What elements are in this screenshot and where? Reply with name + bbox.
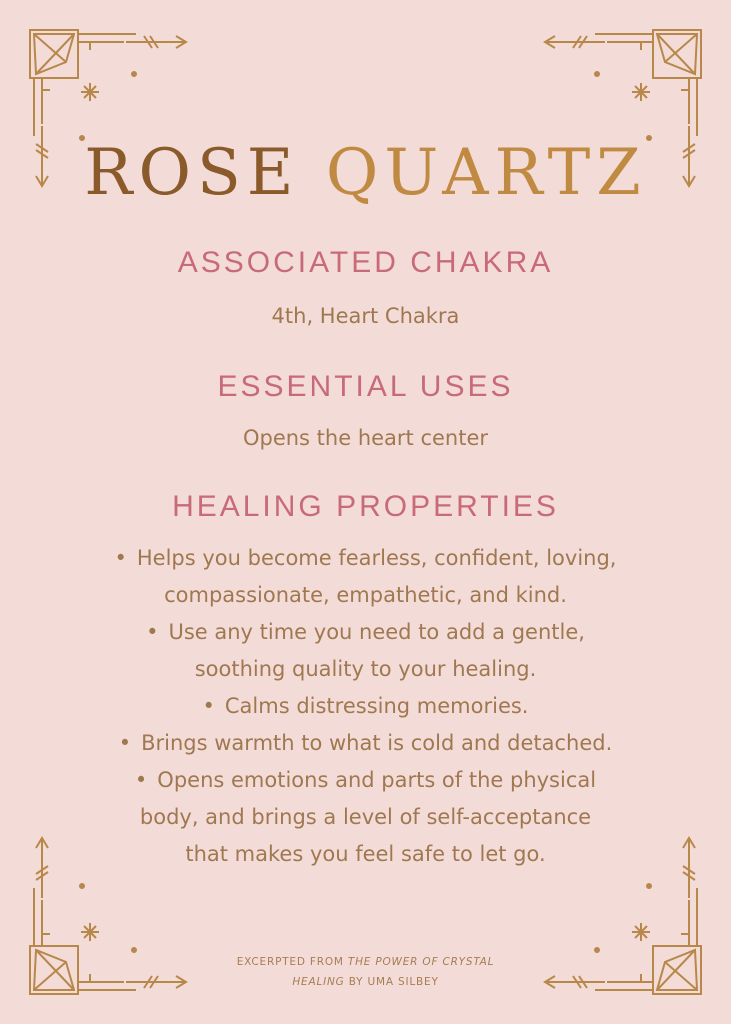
healing-properties-list xyxy=(60,540,671,873)
list-item xyxy=(60,725,671,762)
source-citation xyxy=(0,952,731,992)
list-item-text: body, and brings a level of self-acceptance xyxy=(139,805,592,829)
bullet-icon: • xyxy=(146,620,159,644)
list-item-text: Brings warmth to what is cold and detached. xyxy=(141,731,613,755)
title-word-2: QUARTZ xyxy=(325,136,647,210)
page-title xyxy=(0,128,731,218)
list-item xyxy=(60,540,671,577)
title-word-1: ROSE xyxy=(84,136,300,210)
citation-book-title-1: THE POWER OF CRYSTAL xyxy=(347,956,495,968)
list-item-text: Helps you become fearless, confident, loving, xyxy=(136,546,617,570)
text-associated-chakra: 4th, Heart Chakra xyxy=(271,304,460,328)
list-item-text: soothing quality to your healing. xyxy=(194,657,537,681)
list-item xyxy=(60,762,671,799)
list-item xyxy=(60,577,671,614)
bullet-icon: • xyxy=(118,731,132,755)
list-item-text: Calms distressing memories. xyxy=(224,694,529,718)
list-item-text: Opens emotions and parts of the physical xyxy=(157,768,597,792)
list-item xyxy=(60,688,671,725)
bullet-icon: • xyxy=(114,546,127,570)
bullet-icon: • xyxy=(202,694,215,718)
list-item-text: compassionate, empathetic, and kind. xyxy=(164,583,567,607)
list-item-text: Use any time you need to add a gentle, xyxy=(168,620,585,644)
list-item xyxy=(60,836,671,873)
citation-book-title-2: HEALING xyxy=(292,976,345,988)
text-essential-uses: Opens the heart center xyxy=(242,426,489,450)
list-item xyxy=(60,799,671,836)
citation-prefix: EXCERPTED FROM xyxy=(236,956,348,968)
list-item xyxy=(60,614,671,651)
list-item xyxy=(60,651,671,688)
bullet-icon: • xyxy=(134,768,148,792)
citation-author: BY UMA SILBEY xyxy=(344,976,439,988)
heading-healing-properties: HEALING PROPERTIES xyxy=(172,490,559,523)
heading-essential-uses: ESSENTIAL USES xyxy=(217,370,514,403)
list-item-text: that makes you feel safe to let go. xyxy=(185,842,546,866)
heading-associated-chakra: ASSOCIATED CHAKRA xyxy=(177,246,554,279)
